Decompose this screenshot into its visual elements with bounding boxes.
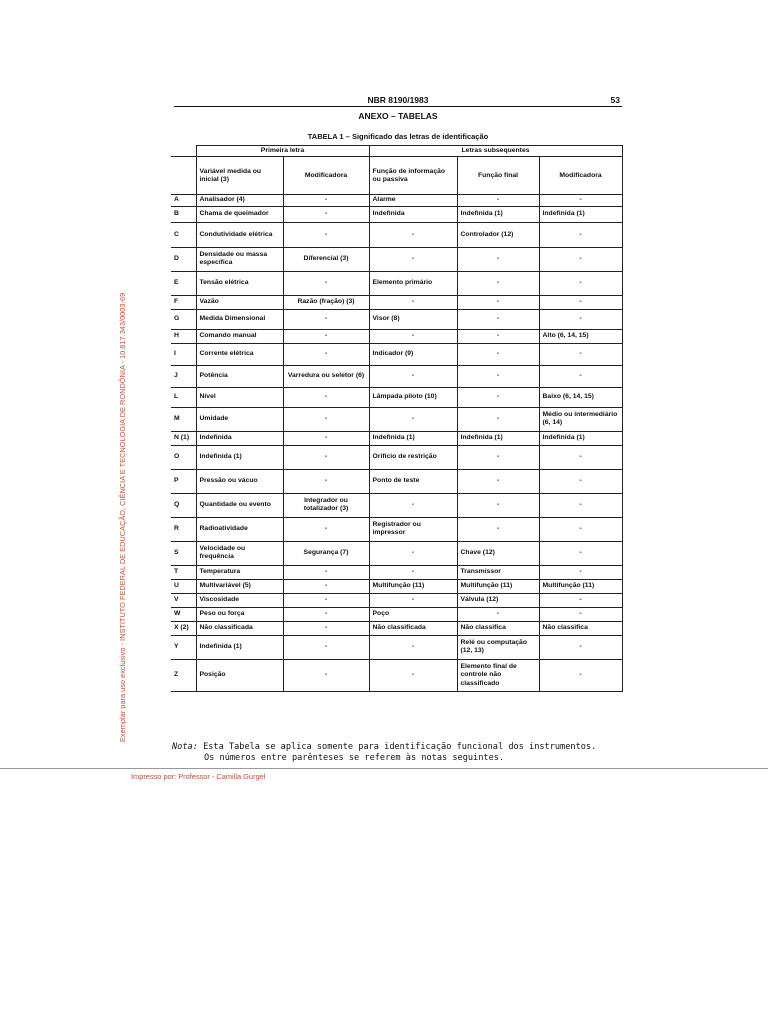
table-row: [171, 517, 622, 541]
subsequent-modifier-cell: Indefinida (1): [539, 431, 622, 445]
subsequent-modifier-cell: -: [539, 271, 622, 295]
letter-cell: A: [171, 195, 196, 206]
output-function-cell: Relé ou computação (12, 13): [457, 635, 539, 659]
measured-variable-cell: Potência: [196, 365, 283, 387]
measured-variable-cell: Pressão ou vácuo: [196, 469, 283, 493]
letter-cell: Z: [171, 659, 196, 691]
group-first-letter: Primeira letra: [196, 146, 369, 157]
letter-cell: R: [171, 517, 196, 541]
table-title: TABELA 1 – Significado das letras de identificação: [307, 132, 489, 141]
output-function-cell: Transmissor: [457, 565, 539, 579]
output-function-cell: -: [457, 607, 539, 621]
first-modifier-cell: -: [283, 431, 369, 445]
letter-cell: T: [171, 565, 196, 579]
output-function-cell: -: [457, 195, 539, 206]
measured-variable-cell: Chama de queimador: [196, 206, 283, 222]
subsequent-modifier-cell: -: [539, 635, 622, 659]
output-function-cell: Controlador (12): [457, 222, 539, 247]
passive-function-cell: Lâmpada piloto (10): [369, 387, 457, 407]
passive-function-cell: -: [369, 295, 457, 309]
note-line-2: Os números entre parênteses se referem às notas seguintes.: [204, 753, 505, 763]
measured-variable-cell: Umidade: [196, 407, 283, 431]
measured-variable-cell: Tensão elétrica: [196, 271, 283, 295]
letter-cell: O: [171, 445, 196, 469]
passive-function-cell: -: [369, 407, 457, 431]
measured-variable-cell: Indefinida (1): [196, 635, 283, 659]
first-modifier-cell: -: [283, 607, 369, 621]
table-row: [171, 469, 622, 493]
letter-cell: I: [171, 343, 196, 365]
table-row: [171, 329, 622, 343]
column-header-row: [171, 157, 622, 195]
table-row: [171, 635, 622, 659]
letter-cell: W: [171, 607, 196, 621]
measured-variable-cell: Velocidade ou frequência: [196, 541, 283, 565]
subsequent-modifier-cell: Médio ou intermediário (6, 14): [539, 407, 622, 431]
letter-cell: G: [171, 309, 196, 329]
letter-cell: D: [171, 247, 196, 271]
subsequent-modifier-cell: Baixo (6, 14, 15): [539, 387, 622, 407]
measured-variable-cell: Peso ou força: [196, 607, 283, 621]
table-row: [171, 493, 622, 517]
table-row: [171, 222, 622, 247]
passive-function-cell: Indefinida (1): [369, 431, 457, 445]
subsequent-modifier-cell: -: [539, 295, 622, 309]
measured-variable-cell: Corrente elétrica: [196, 343, 283, 365]
table-row: [171, 593, 622, 607]
col-header-first-modifier: Modificadora: [283, 157, 369, 195]
letter-cell: S: [171, 541, 196, 565]
table-row: [171, 407, 622, 431]
letter-header-cell: [171, 157, 196, 195]
passive-function-cell: -: [369, 635, 457, 659]
table-row: [171, 195, 622, 206]
first-modifier-cell: -: [283, 579, 369, 593]
output-function-cell: -: [457, 407, 539, 431]
passive-function-cell: Indicador (9): [369, 343, 457, 365]
table-row: [171, 659, 622, 691]
letter-cell: Q: [171, 493, 196, 517]
output-function-cell: -: [457, 247, 539, 271]
first-modifier-cell: -: [283, 195, 369, 206]
passive-function-cell: Alarme: [369, 195, 457, 206]
passive-function-cell: Elemento primário: [369, 271, 457, 295]
table-row: [171, 607, 622, 621]
passive-function-cell: -: [369, 247, 457, 271]
letter-cell: J: [171, 365, 196, 387]
table-row: [171, 445, 622, 469]
output-function-cell: -: [457, 445, 539, 469]
table-note: [172, 742, 632, 764]
col-header-subsequent-modifier: Modificadora: [539, 157, 622, 195]
output-function-cell: -: [457, 493, 539, 517]
first-modifier-cell: -: [283, 206, 369, 222]
col-header-output-function: Função final: [457, 157, 539, 195]
header-rule: [174, 106, 622, 107]
printed-by-watermark: Impresso por: Professor - Camilla Gurgel: [131, 772, 266, 781]
passive-function-cell: -: [369, 659, 457, 691]
passive-function-cell: Indefinida: [369, 206, 457, 222]
standard-number: NBR 8190/1983: [367, 95, 429, 105]
note-text-1: Esta Tabela se aplica somente para identificação funcional dos instrumentos.: [203, 742, 597, 752]
first-modifier-cell: Integrador ou totalizador (3): [283, 493, 369, 517]
passive-function-cell: Ponto de teste: [369, 469, 457, 493]
output-function-cell: -: [457, 295, 539, 309]
table-row: [171, 343, 622, 365]
table-row: [171, 387, 622, 407]
subsequent-modifier-cell: -: [539, 365, 622, 387]
measured-variable-cell: Analisador (4): [196, 195, 283, 206]
table-row: [171, 365, 622, 387]
table-row: [171, 295, 622, 309]
passive-function-cell: Multifunção (11): [369, 579, 457, 593]
first-modifier-cell: -: [283, 593, 369, 607]
table-row: [171, 431, 622, 445]
passive-function-cell: Registrador ou impressor: [369, 517, 457, 541]
group-header-row: [171, 146, 622, 157]
passive-function-cell: -: [369, 329, 457, 343]
subsequent-modifier-cell: -: [539, 343, 622, 365]
measured-variable-cell: Vazão: [196, 295, 283, 309]
letter-cell: V: [171, 593, 196, 607]
letter-cell: E: [171, 271, 196, 295]
output-function-cell: -: [457, 469, 539, 493]
table-row: [171, 206, 622, 222]
subsequent-modifier-cell: -: [539, 222, 622, 247]
note-label: Nota:: [172, 742, 198, 752]
table-row: [171, 579, 622, 593]
page-bottom-rule: [0, 768, 768, 769]
first-modifier-cell: -: [283, 343, 369, 365]
table-header: [171, 146, 622, 195]
page-number: 53: [610, 95, 620, 105]
corner-cell: [171, 146, 196, 157]
subsequent-modifier-cell: Indefinida (1): [539, 206, 622, 222]
output-function-cell: -: [457, 517, 539, 541]
first-modifier-cell: -: [283, 387, 369, 407]
subsequent-modifier-cell: Não classifica: [539, 621, 622, 635]
output-function-cell: -: [457, 309, 539, 329]
identification-letters-table: [171, 145, 623, 692]
first-modifier-cell: Diferencial (3): [283, 247, 369, 271]
passive-function-cell: Não classificada: [369, 621, 457, 635]
measured-variable-cell: Comando manual: [196, 329, 283, 343]
subsequent-modifier-cell: -: [539, 607, 622, 621]
first-modifier-cell: -: [283, 469, 369, 493]
measured-variable-cell: Indefinida: [196, 431, 283, 445]
letter-cell: M: [171, 407, 196, 431]
passive-function-cell: Visor (8): [369, 309, 457, 329]
subsequent-modifier-cell: -: [539, 565, 622, 579]
measured-variable-cell: Medida Dimensional: [196, 309, 283, 329]
first-modifier-cell: -: [283, 635, 369, 659]
output-function-cell: Elemento final de controle não classificado: [457, 659, 539, 691]
subsequent-modifier-cell: -: [539, 309, 622, 329]
output-function-cell: Multifunção (11): [457, 579, 539, 593]
table-row: [171, 247, 622, 271]
output-function-cell: Indefinida (1): [457, 431, 539, 445]
measured-variable-cell: Nível: [196, 387, 283, 407]
letter-cell: Y: [171, 635, 196, 659]
letter-cell: U: [171, 579, 196, 593]
first-modifier-cell: -: [283, 517, 369, 541]
first-modifier-cell: Segurança (7): [283, 541, 369, 565]
letter-cell: N (1): [171, 431, 196, 445]
subsequent-modifier-cell: -: [539, 247, 622, 271]
subsequent-modifier-cell: -: [539, 195, 622, 206]
table-row: [171, 565, 622, 579]
passive-function-cell: -: [369, 493, 457, 517]
measured-variable-cell: Quantidade ou evento: [196, 493, 283, 517]
table-row: [171, 621, 622, 635]
col-header-measured-variable: Variável medida ou inicial (3): [196, 157, 283, 195]
table-row: [171, 541, 622, 565]
first-modifier-cell: -: [283, 222, 369, 247]
output-function-cell: Indefinida (1): [457, 206, 539, 222]
side-watermark: Exemplar para uso exclusivo - INSTITUTO FEDERAL DE EDUCAÇÃO, CIÊNCIA E TECNOLOGIA DE RONDÔNIA - 10.817.343/0003-69: [118, 292, 127, 742]
measured-variable-cell: Condutividade elétrica: [196, 222, 283, 247]
subsequent-modifier-cell: -: [539, 541, 622, 565]
measured-variable-cell: Posição: [196, 659, 283, 691]
table-row: [171, 309, 622, 329]
subsequent-modifier-cell: -: [539, 493, 622, 517]
table-body: [171, 195, 622, 691]
passive-function-cell: -: [369, 565, 457, 579]
annex-title: ANEXO – TABELAS: [358, 111, 438, 121]
measured-variable-cell: Não classificada: [196, 621, 283, 635]
passive-function-cell: -: [369, 541, 457, 565]
output-function-cell: -: [457, 387, 539, 407]
output-function-cell: -: [457, 271, 539, 295]
first-modifier-cell: -: [283, 309, 369, 329]
measured-variable-cell: Viscosidade: [196, 593, 283, 607]
passive-function-cell: Orifício de restrição: [369, 445, 457, 469]
passive-function-cell: Poço: [369, 607, 457, 621]
first-modifier-cell: -: [283, 565, 369, 579]
first-modifier-cell: -: [283, 329, 369, 343]
output-function-cell: -: [457, 365, 539, 387]
measured-variable-cell: Indefinida (1): [196, 445, 283, 469]
subsequent-modifier-cell: -: [539, 469, 622, 493]
output-function-cell: -: [457, 329, 539, 343]
first-modifier-cell: -: [283, 621, 369, 635]
letter-cell: L: [171, 387, 196, 407]
subsequent-modifier-cell: Alto (6, 14, 15): [539, 329, 622, 343]
measured-variable-cell: Densidade ou massa específica: [196, 247, 283, 271]
passive-function-cell: -: [369, 593, 457, 607]
letter-cell: X (2): [171, 621, 196, 635]
measured-variable-cell: Temperatura: [196, 565, 283, 579]
letter-cell: H: [171, 329, 196, 343]
first-modifier-cell: -: [283, 271, 369, 295]
first-modifier-cell: Razão (fração) (3): [283, 295, 369, 309]
subsequent-modifier-cell: -: [539, 593, 622, 607]
group-subsequent-letters: Letras subsequentes: [369, 146, 622, 157]
subsequent-modifier-cell: Multifunção (11): [539, 579, 622, 593]
passive-function-cell: -: [369, 222, 457, 247]
note-line-1: [172, 742, 632, 753]
table-row: [171, 271, 622, 295]
output-function-cell: Válvula (12): [457, 593, 539, 607]
output-function-cell: Não classifica: [457, 621, 539, 635]
letter-cell: B: [171, 206, 196, 222]
letter-cell: F: [171, 295, 196, 309]
letter-cell: P: [171, 469, 196, 493]
first-modifier-cell: Varredura ou seletor (6): [283, 365, 369, 387]
subsequent-modifier-cell: -: [539, 517, 622, 541]
subsequent-modifier-cell: -: [539, 445, 622, 469]
first-modifier-cell: -: [283, 445, 369, 469]
col-header-passive-function: Função de informação ou passiva: [369, 157, 457, 195]
measured-variable-cell: Multivariável (5): [196, 579, 283, 593]
subsequent-modifier-cell: -: [539, 659, 622, 691]
first-modifier-cell: -: [283, 407, 369, 431]
measured-variable-cell: Radioatividade: [196, 517, 283, 541]
passive-function-cell: -: [369, 365, 457, 387]
letter-cell: C: [171, 222, 196, 247]
output-function-cell: -: [457, 343, 539, 365]
output-function-cell: Chave (12): [457, 541, 539, 565]
first-modifier-cell: -: [283, 659, 369, 691]
